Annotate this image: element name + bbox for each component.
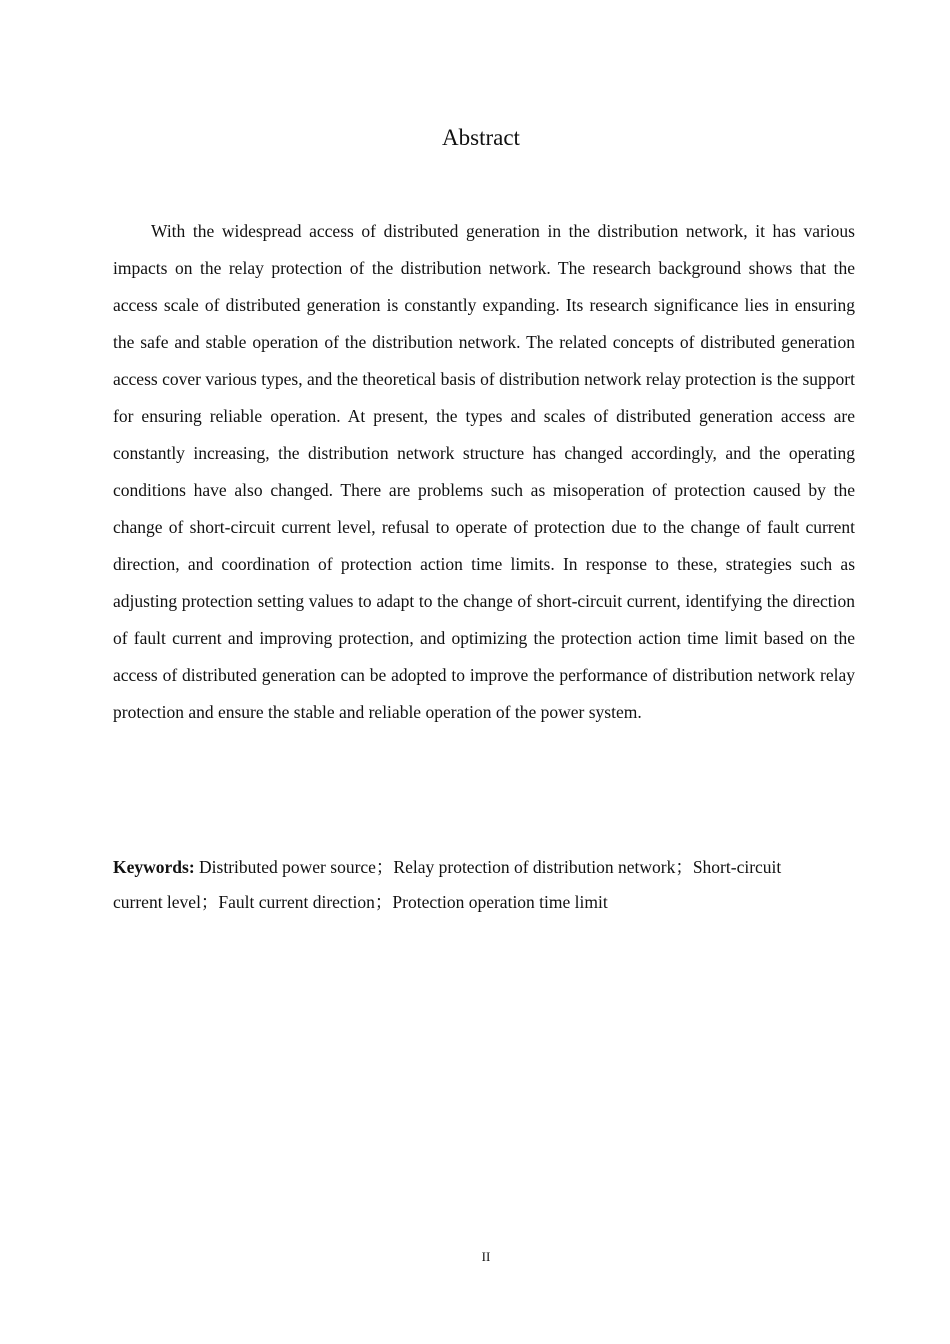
keywords-list: Distributed power source；Relay protection of distribution network；Short-circuit current level；Fault current direction；Protection operation time limit [113, 857, 782, 912]
keywords-label: Keywords: [113, 857, 195, 877]
keywords-paragraph [113, 850, 813, 920]
page-title: Abstract [442, 125, 520, 150]
page-number: II [481, 1249, 491, 1264]
abstract-body: With the widespread access of distributed generation in the distribution network, it has various impacts on the relay protection of the distribution network. The research background shows that the access scale of distributed generation is constantly expanding. Its research significance lies in ensuring the safe and stable operation of the distribution network. The related concepts of distributed generation access cover various types, and the theoretical basis of distribution network relay protection is the support for ensuring reliable operation. At present, the types and scales of distributed generation access are constantly increasing, the distribution network structure has changed accordingly, and the operating conditions have also changed. There are problems such as misoperation of protection caused by the change of short-circuit current level, refusal to operate of protection due to the change of fault current direction, and coordination of protection action time limits. In response to these, strategies such as adjusting protection setting values to adapt to the change of short-circuit current, identifying the direction of fault current and improving protection, and optimizing the protection action time limit based on the access of distributed generation can be adopted to improve the performance of distribution network relay protection and ensure the stable and reliable operation of the power system. [113, 221, 855, 722]
